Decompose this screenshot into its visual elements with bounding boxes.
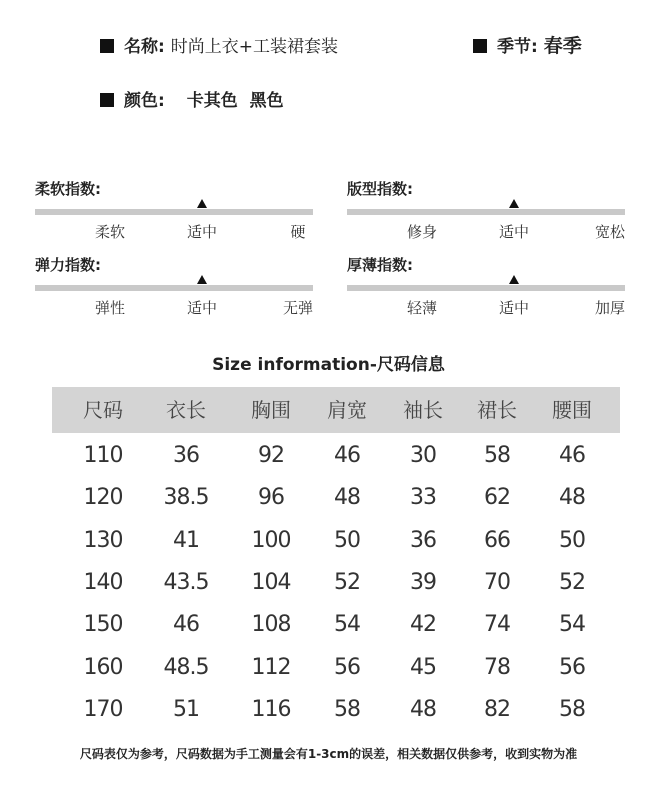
table-cell: 50 <box>334 527 360 553</box>
color-label: 颜色: <box>124 91 165 111</box>
table-cell: 36 <box>410 527 436 553</box>
square-bullet-icon <box>100 93 114 107</box>
table-cell: 58 <box>559 696 585 722</box>
column-header: 胸围 <box>251 398 291 422</box>
table-cell: 70 <box>484 569 510 595</box>
index-title: 柔软指数: <box>35 180 101 198</box>
column-header: 衣长 <box>166 398 206 422</box>
square-bullet-icon <box>100 39 114 53</box>
table-cell: 33 <box>410 485 436 511</box>
triangle-marker-icon <box>197 199 207 208</box>
index-title: 版型指数: <box>347 180 413 198</box>
index-title: 厚薄指数: <box>347 256 413 274</box>
table-cell: 42 <box>410 612 436 638</box>
table-cell: 130 <box>83 527 123 553</box>
triangle-marker-icon <box>509 275 519 284</box>
index-scale-label: 柔软 <box>94 223 125 241</box>
table-cell: 82 <box>484 696 510 722</box>
index-scale-label: 宽松 <box>594 223 625 241</box>
column-header: 裙长 <box>477 398 517 422</box>
square-bullet-icon <box>473 39 487 53</box>
table-cell: 140 <box>83 569 123 595</box>
table-cell: 92 <box>258 443 284 468</box>
table-cell: 62 <box>484 485 510 511</box>
size-table-title: Size information-尺码信息 <box>212 355 445 375</box>
column-header: 腰围 <box>552 398 592 422</box>
table-cell: 48.5 <box>163 654 209 680</box>
index-scale-label: 修身 <box>406 223 437 241</box>
table-cell: 56 <box>334 654 360 680</box>
table-cell: 43.5 <box>163 569 209 595</box>
table-cell: 96 <box>258 485 284 511</box>
index-scale-label: 适中 <box>186 223 217 241</box>
size-note: 尺码表仅为参考，尺码数据为手工测量会有1-3cm的误差，相关数据仅供参考，收到实物为准 <box>79 747 578 761</box>
table-cell: 36 <box>173 443 199 468</box>
table-cell: 58 <box>334 696 360 722</box>
index-scale-label: 弹性 <box>94 299 125 317</box>
table-cell: 48 <box>410 696 436 722</box>
table-cell: 66 <box>484 527 510 553</box>
index-scale-label: 硬 <box>290 223 306 241</box>
column-header: 尺码 <box>83 398 123 422</box>
index-scale-label: 适中 <box>498 223 529 241</box>
triangle-marker-icon <box>509 199 519 208</box>
table-cell: 46 <box>334 443 360 468</box>
table-cell: 38.5 <box>163 485 209 511</box>
index-scale-label: 加厚 <box>594 299 625 317</box>
table-cell: 58 <box>484 443 510 468</box>
column-header: 肩宽 <box>327 398 367 422</box>
table-cell: 116 <box>251 696 291 722</box>
size-table-header <box>52 387 620 433</box>
table-cell: 170 <box>83 696 123 722</box>
index-scale-label: 轻薄 <box>406 299 437 317</box>
season-value: 春季 <box>543 35 582 57</box>
table-cell: 48 <box>559 485 585 511</box>
table-cell: 30 <box>410 443 436 468</box>
table-cell: 48 <box>334 485 360 511</box>
table-cell: 108 <box>251 612 291 638</box>
table-cell: 41 <box>173 527 199 553</box>
table-cell: 52 <box>559 569 585 595</box>
table-cell: 120 <box>83 485 123 511</box>
table-cell: 45 <box>410 654 436 680</box>
table-cell: 51 <box>173 696 199 722</box>
table-cell: 54 <box>334 612 360 638</box>
table-cell: 39 <box>410 569 436 595</box>
index-scale-bar <box>35 209 313 215</box>
table-cell: 110 <box>83 443 123 468</box>
table-cell: 52 <box>334 569 360 595</box>
triangle-marker-icon <box>197 275 207 284</box>
table-cell: 78 <box>484 654 510 680</box>
product-season-row <box>473 31 582 58</box>
index-scale-label: 无弹 <box>282 299 313 317</box>
name-value: 时尚上衣+工装裙套装 <box>170 37 338 57</box>
column-header: 袖长 <box>403 398 443 422</box>
table-cell: 46 <box>559 443 585 468</box>
season-label: 季节: <box>497 37 538 57</box>
index-scale-bar <box>347 209 625 215</box>
product-name-row <box>100 32 338 57</box>
table-cell: 150 <box>83 612 123 638</box>
table-cell: 54 <box>559 612 585 638</box>
name-label: 名称: <box>124 37 165 57</box>
index-title: 弹力指数: <box>35 256 101 274</box>
table-cell: 50 <box>559 527 585 553</box>
product-color-row <box>100 86 284 111</box>
index-scale-bar <box>347 285 625 291</box>
table-cell: 160 <box>83 654 123 680</box>
table-cell: 104 <box>251 569 291 595</box>
color-value: 卡其色 黑色 <box>186 91 284 111</box>
index-scale-bar <box>35 285 313 291</box>
table-cell: 46 <box>173 612 199 638</box>
table-cell: 112 <box>251 654 291 680</box>
table-cell: 74 <box>484 612 510 638</box>
table-cell: 56 <box>559 654 585 680</box>
index-scale-label: 适中 <box>186 299 217 317</box>
table-cell: 100 <box>251 527 291 553</box>
index-scale-label: 适中 <box>498 299 529 317</box>
